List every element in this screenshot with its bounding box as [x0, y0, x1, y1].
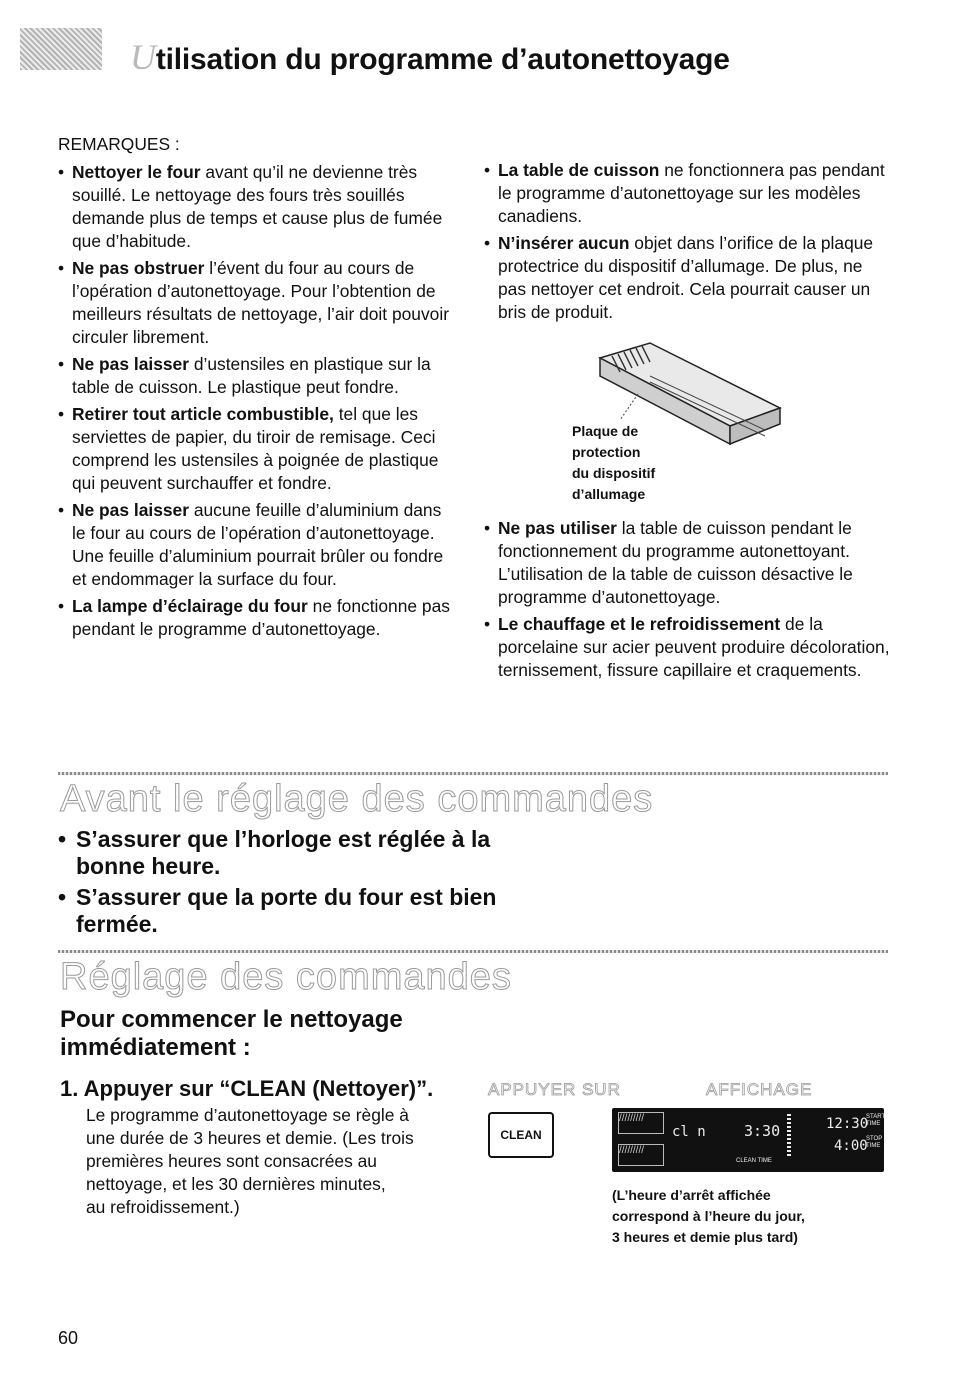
step-text-line: premières heures sont consacrées au	[86, 1151, 377, 1171]
remark-item	[484, 613, 894, 682]
title-decoration	[20, 28, 102, 70]
remark-item-text: d’ustensiles en plastique sur la table de cuisson. Le plastique peut fondre.	[72, 354, 431, 397]
remark-item-emphasis: Ne pas obstruer	[72, 258, 205, 278]
remark-item-text: de la porcelaine sur acier peuvent produire décoloration, ternissement, fissure capillaire et craquements.	[498, 614, 890, 680]
step-1-text	[86, 1104, 476, 1219]
before-checklist	[58, 826, 498, 942]
display-stop-time: 4:00	[834, 1138, 868, 1154]
remark-item	[58, 403, 458, 495]
remark-item	[58, 161, 458, 253]
section-title-before: Avant le réglage des commandes	[60, 778, 654, 820]
remarks-left-list	[58, 161, 458, 641]
remarks-label: REMARQUES :	[58, 134, 180, 154]
figure-label-line: d’allumage	[572, 486, 646, 502]
remark-item-text: la table de cuisson pendant le fonctionnement du programme autonettoyant. L’utilisation de la table de cuisson désactive le programme d’autonettoyage.	[498, 518, 853, 607]
control-display	[612, 1108, 884, 1172]
remark-item	[58, 257, 458, 349]
display-bar-indicator	[787, 1114, 791, 1158]
section-title-settings: Réglage des commandes	[60, 956, 512, 998]
clean-button[interactable]: CLEAN	[488, 1112, 554, 1158]
subhead-line: immédiatement :	[60, 1034, 251, 1061]
display-mode: cl n	[672, 1124, 706, 1140]
remark-item-emphasis: Le chauffage et le refroidissement	[498, 614, 781, 634]
figure-label-line: du dispositif	[572, 465, 656, 481]
step-text-line: nettoyage, et les 30 dernières minutes,	[86, 1174, 386, 1194]
step-text-line: Le programme d’autonettoyage se règle à	[86, 1105, 409, 1125]
figure-label-line: Plaque de	[572, 423, 639, 439]
display-segment-icon: /////////	[618, 1112, 664, 1134]
remark-item-emphasis: Ne pas laisser	[72, 500, 189, 520]
step-text-line: au refroidissement.)	[86, 1197, 240, 1217]
remarks-right-column-bottom	[484, 517, 894, 686]
settings-subhead	[60, 1006, 403, 1062]
igniter-figure-label	[572, 421, 655, 505]
display-stop-label: STOP TIME	[866, 1136, 883, 1149]
remark-item-text: aucune feuille d’aluminium dans le four au cours de l’opération d’autonettoyage. Une feuille d’aluminium pourrait brûler ou fondre et endommager la surface du four.	[72, 500, 444, 589]
remarks-left-column	[58, 133, 458, 645]
remarks-right-list-bottom	[484, 517, 894, 682]
remark-item	[58, 499, 458, 591]
remark-item-text: ne fonctionne pas pendant le programme d’autonettoyage.	[72, 596, 450, 639]
caption-line: correspond à l’heure du jour,	[612, 1208, 805, 1224]
remark-item-emphasis: Retirer tout article combustible,	[72, 404, 334, 424]
remark-item-text: ne fonctionnera pas pendant le programme d’autonettoyage sur les modèles canadiens.	[498, 160, 885, 226]
remark-item-text: tel que les serviettes de papier, du tiroir de remisage. Ceci comprend les ustensiles à poignée de plastique qui peuvent surchauffer et fondre.	[72, 404, 439, 493]
remark-item	[58, 595, 458, 641]
remark-item-text: avant qu’il ne devienne très souillé. Le nettoyage des fours très souillés demande plus de temps et cause plus de fumée que d’habitude.	[72, 162, 443, 251]
display-start-label: START TIME	[866, 1114, 886, 1127]
checklist-item: • S’assurer que l’horloge est réglée à la bonne heure.	[58, 826, 498, 880]
step-1-title: 1. Appuyer sur “CLEAN (Nettoyer)”.	[60, 1076, 434, 1101]
display-clean-time-label: CLEAN TIME	[736, 1158, 772, 1164]
remark-item-emphasis: Ne pas laisser	[72, 354, 189, 374]
remark-item-text: l’évent du four au cours de l’opération d’autonettoyage. Pour l’obtention de meilleurs résultats de nettoyage, l’air doit pouvoir circuler librement.	[72, 258, 449, 347]
remark-item-emphasis: La lampe d’éclairage du four	[72, 596, 308, 616]
display-caption	[612, 1185, 912, 1248]
remarks-right-list-top	[484, 159, 894, 324]
caption-line: 3 heures et demie plus tard)	[612, 1229, 798, 1245]
section-divider	[58, 950, 888, 953]
remark-item	[58, 353, 458, 399]
section-divider	[58, 772, 888, 775]
display-start-time: 12:30	[826, 1116, 869, 1132]
page-number: 60	[58, 1328, 79, 1348]
remarks-right-column-top	[484, 159, 894, 328]
caption-line: (L’heure d’arrêt affichée	[612, 1187, 771, 1203]
title-initial: U	[130, 37, 156, 77]
remark-item	[484, 159, 894, 228]
remark-item-text: objet dans l’orifice de la plaque protectrice du dispositif d’allumage. De plus, ne pas nettoyer cet endroit. Cela pourrait causer un bris de produit.	[498, 233, 874, 322]
checklist-item: • S’assurer que la porte du four est bien fermée.	[58, 884, 498, 938]
remark-item-emphasis: Ne pas utiliser	[498, 518, 617, 538]
remark-item	[484, 232, 894, 324]
remark-item-emphasis: N’insérer aucun	[498, 233, 630, 253]
subhead-line: Pour commencer le nettoyage	[60, 1006, 403, 1033]
figure-label-line: protection	[572, 444, 641, 460]
column-header-display: AFFICHAGE	[706, 1080, 813, 1099]
page-title	[130, 36, 730, 78]
column-header-press: APPUYER SUR	[488, 1080, 621, 1099]
remark-item	[484, 517, 894, 609]
title-rest: tilisation du programme d’autonettoyage	[155, 43, 730, 76]
step-text-line: une durée de 3 heures et demie. (Les trois	[86, 1128, 414, 1148]
remark-item-emphasis: Nettoyer le four	[72, 162, 201, 182]
display-clean-time: 3:30	[744, 1122, 781, 1140]
display-segment-icon: /////////	[618, 1144, 664, 1166]
remark-item-emphasis: La table de cuisson	[498, 160, 660, 180]
